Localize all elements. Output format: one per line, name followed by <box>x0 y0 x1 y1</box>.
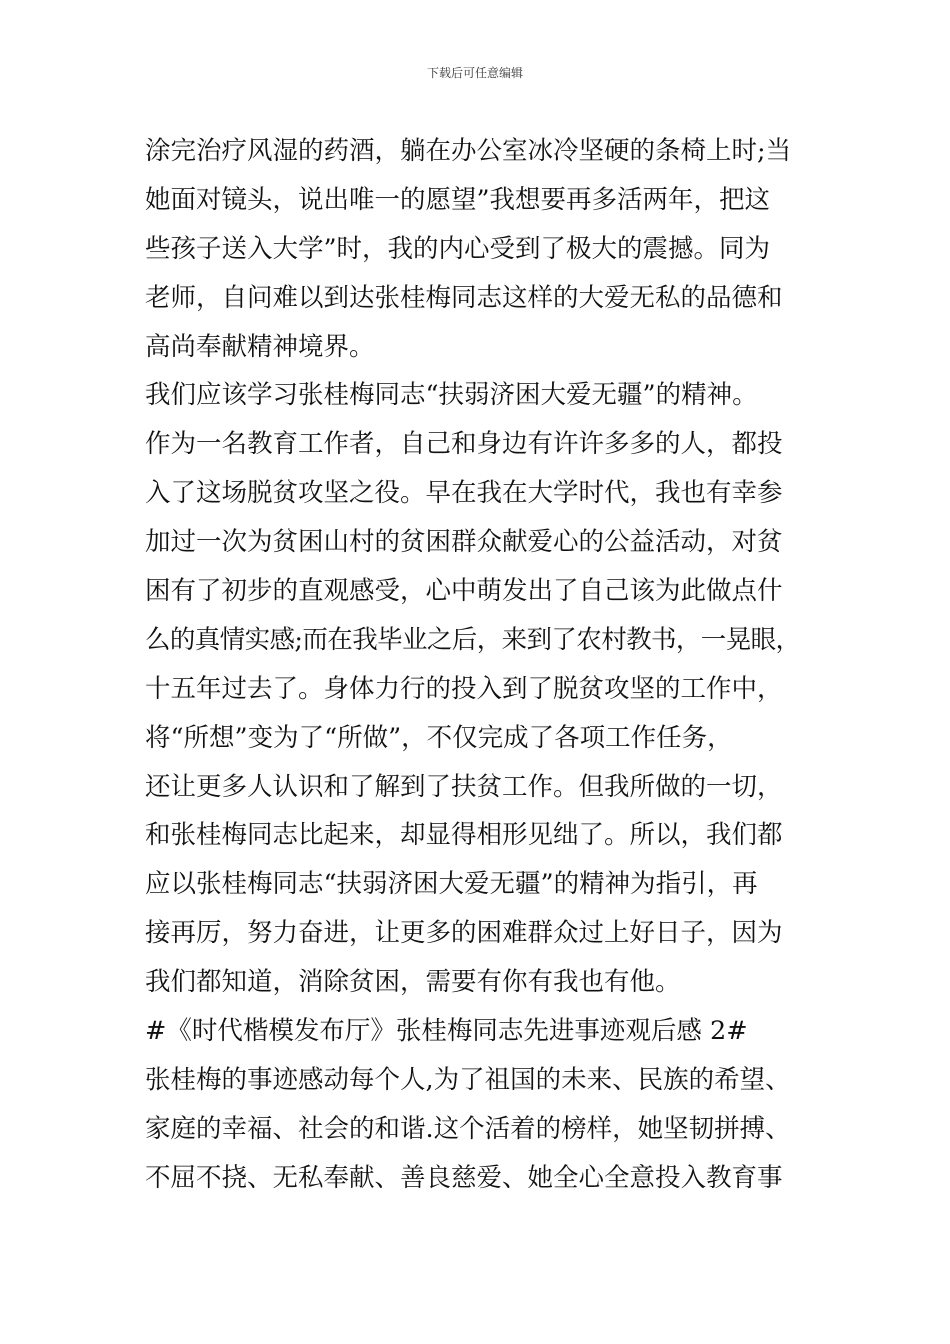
text-line: 困有了初步的直观感受，心中萌发出了自己该为此做点什 <box>145 576 783 607</box>
text-line: 不屈不挠、无私奉献、善良慈爱、她全心全意投入教育事 <box>145 1162 783 1193</box>
text-line: 家庭的幸福、社会的和谐.这个活着的榜样，她坚韧拼搏、 <box>145 1113 791 1144</box>
text-line: 我们都知道，消除贫困，需要有你有我也有他。 <box>145 967 681 998</box>
text-line: 应以张桂梅同志“扶弱济困大爱无疆”的精神为指引，再 <box>145 869 758 900</box>
text-line: 涂完治疗风湿的药酒，躺在办公室冰冷坚硬的条椅上时;当 <box>145 136 792 166</box>
text-line: 我们应该学习张桂梅同志“扶弱济困大爱无疆”的精神。 <box>145 380 758 411</box>
text-line: 作为一名教育工作者，自己和身边有许许多多的人，都投 <box>145 429 783 460</box>
text-line: 么的真情实感;而在我毕业之后，来到了农村教书，一晃眼， <box>145 624 801 655</box>
text-line: 老师，自问难以到达张桂梅同志这样的大爱无私的品德和 <box>145 282 783 313</box>
text-line: 接再厉，努力奋进，让更多的困难群众过上好日子，因为 <box>145 918 783 949</box>
text-line: 高尚奉献精神境界。 <box>145 331 375 362</box>
text-line: 还让更多人认识和了解到了扶贫工作。但我所做的一切， <box>145 771 783 802</box>
text-line: 十五年过去了。身体力行的投入到了脱贫攻坚的工作中， <box>145 673 783 704</box>
text-line: 她面对镜头，说出唯一的愿望”我想要再多活两年，把这 <box>145 184 771 215</box>
text-line: 加过一次为贫困山村的贫困群众献爱心的公益活动，对贫 <box>145 527 783 558</box>
text-line: 些孩子送入大学”时，我的内心受到了极大的震撼。同为 <box>145 233 771 264</box>
text-line: 和张桂梅同志比起来，却显得相形见绌了。所以，我们都 <box>145 820 783 851</box>
text-line: 张桂梅的事迹感动每个人,为了祖国的未来、民族的希望、 <box>145 1064 791 1095</box>
page-header: 下载后可任意编辑 <box>426 66 523 80</box>
document-body <box>145 127 835 1203</box>
text-line: 入了这场脱贫攻坚之役。早在我在大学时代，我也有幸参 <box>145 478 783 509</box>
text-line: 将“所想”变为了“所做”，不仅完成了各项工作任务， <box>145 722 733 753</box>
section-heading: #《时代楷模发布厅》张桂梅同志先进事迹观后感 2# <box>145 1016 748 1047</box>
